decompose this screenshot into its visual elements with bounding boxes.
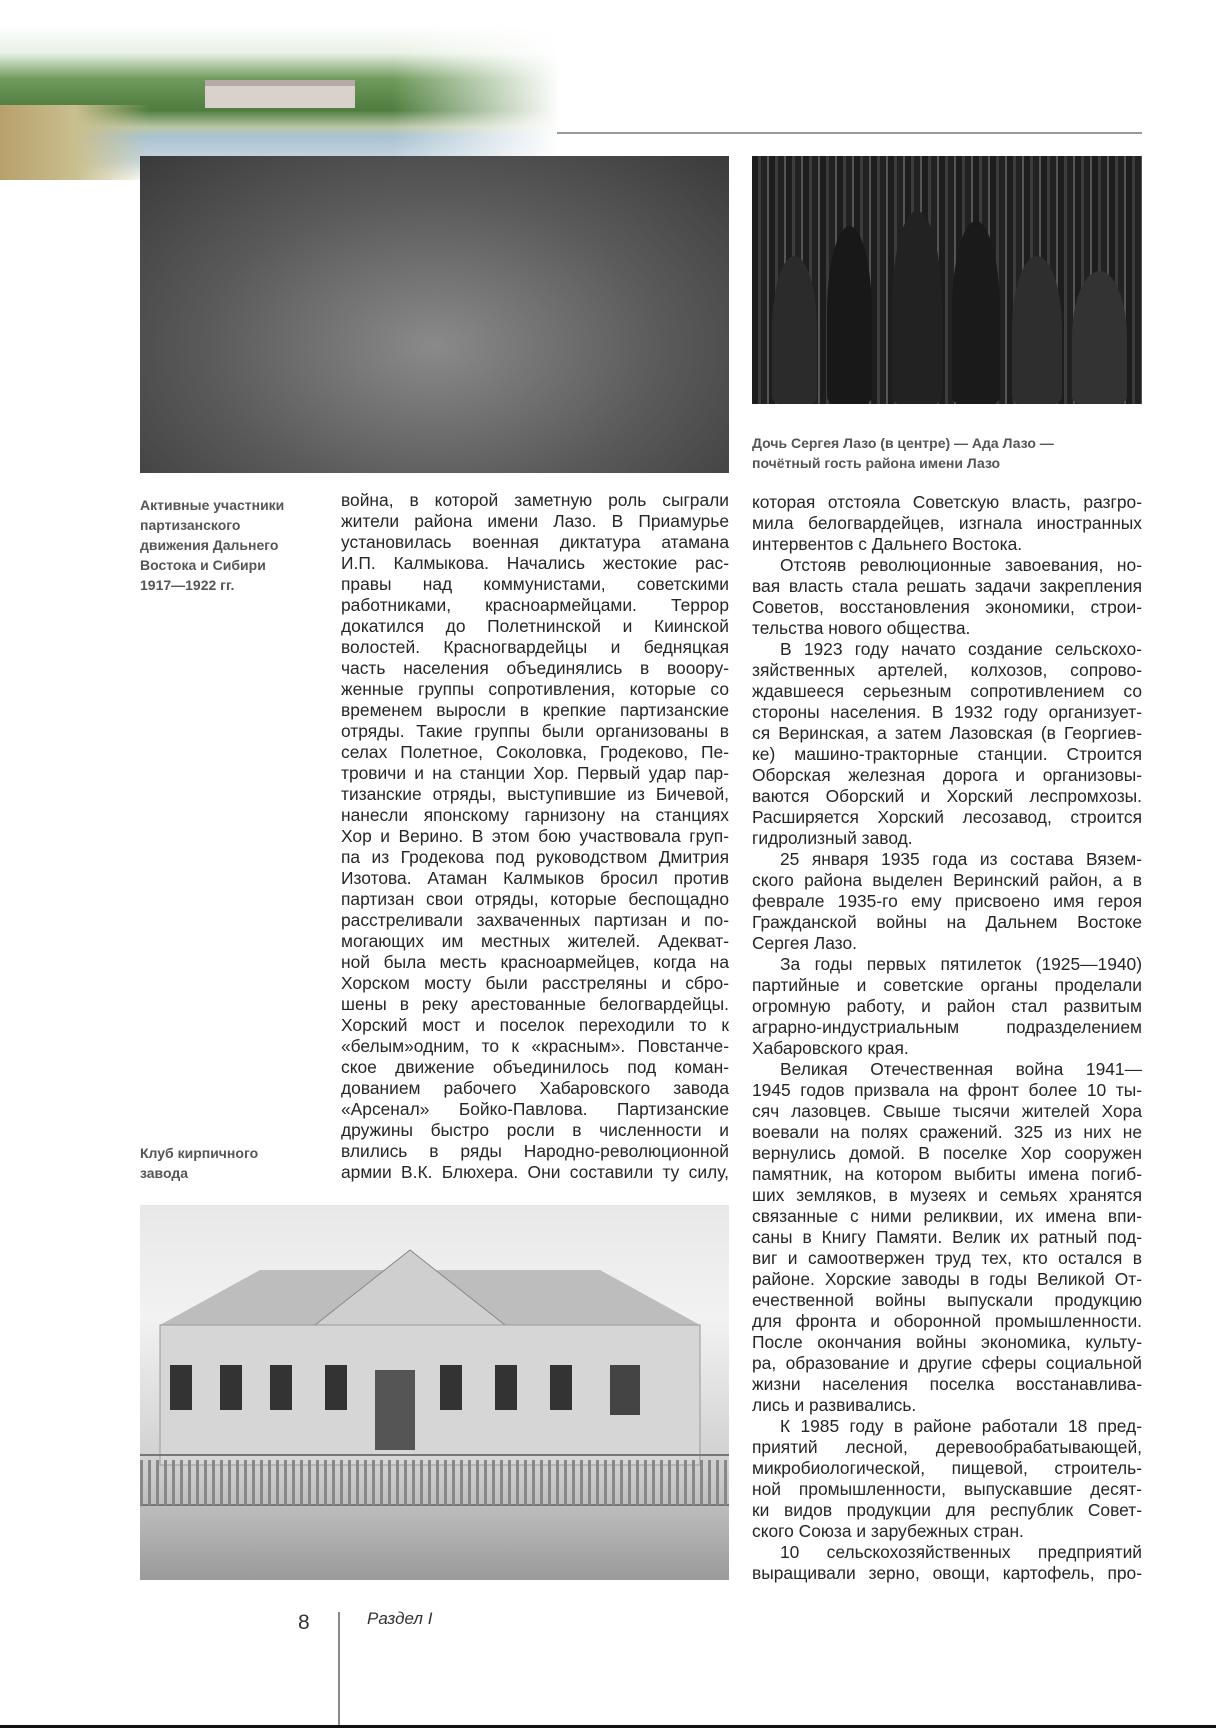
text-line: ждавшееся серьезным сопротивлением со (752, 681, 1142, 701)
text-line: временем выросли в крепкие партизанские (341, 700, 729, 720)
text-line: ной была месть красноармейцев, когда на (341, 952, 729, 972)
text-line: дованием рабочего Хабаровского завода (341, 1078, 729, 1098)
caption-line: Активные участники (140, 497, 285, 513)
header-rule (557, 132, 1142, 134)
paragraph (752, 639, 1142, 849)
person-figure (827, 226, 872, 404)
text-line: вая власть стала решать задачи закрепления (752, 576, 1142, 596)
text-line: виг и самоотвержен труд тех, кто остался в (752, 1248, 1142, 1268)
text-line: ра, образование и другие сферы социальной (752, 1353, 1142, 1373)
caption-line: Востока и Сибири (140, 557, 266, 573)
text-line: ского Союза и зарубежных стран. (752, 1521, 1024, 1541)
person-figure (1072, 271, 1127, 404)
text-line: интервентов с Дальнего Востока. (752, 534, 1023, 554)
text-line: Хорском мосту были расстреляны и сбро- (341, 973, 729, 993)
person-figure (772, 256, 817, 404)
text-line: саны в Книгу Памяти. Велик их ратный под- (752, 1227, 1142, 1247)
text-line: Сергея Лазо. (752, 933, 857, 953)
paragraph (752, 1416, 1142, 1542)
text-line: воевали на полях сражений. 325 из них не (752, 1122, 1142, 1142)
text-line: ших земляков, в музеях и семьях хранятся (752, 1185, 1142, 1205)
paragraph (752, 1542, 1142, 1584)
text-line: связанные с ними реликвии, их имена впи- (752, 1206, 1142, 1226)
text-line: 25 января 1935 года из состава Вязем- (780, 849, 1142, 869)
text-line: Хабаровского края. (752, 1038, 909, 1058)
text-line: 10 сельскохозяйственных предприятий (780, 1542, 1142, 1562)
text-line: часть населения объединялись в вооору- (341, 658, 729, 678)
text-line: правы над коммунистами, советскими (341, 574, 729, 594)
person-figure (952, 221, 1000, 404)
caption-line: завода (140, 1165, 189, 1181)
text-line: партийные и советские органы проделали (752, 975, 1142, 995)
text-line: могающих им местных жителей. Адекват- (341, 931, 729, 951)
text-line: установилась военная диктатура атамана (341, 532, 729, 552)
text-line: которая отстояла Советскую власть, разгро- (752, 492, 1142, 512)
text-line: па из Гродекова под руководством Дмитрия (341, 847, 729, 867)
text-line: ское движение объединилось под коман- (341, 1057, 729, 1077)
partisans-group-photo (140, 156, 729, 473)
text-line: районе. Хорские заводы в годы Великой От- (752, 1269, 1142, 1289)
text-line: нанесли японскому гарнизону на станциях (341, 805, 729, 825)
text-line: армии В.К. Блюхера. Они составили ту силу, (341, 1162, 729, 1182)
text-line: Советов, восстановления экономики, строи- (752, 597, 1142, 617)
club-photo-caption (140, 1143, 310, 1183)
text-line: Великая Отечественная война 1941— (780, 1059, 1142, 1079)
text-line: гидролизный завод. (752, 828, 913, 848)
text-line: волостей. Красногвардейцы и бедняцкая (341, 637, 729, 657)
paragraph (752, 555, 1142, 639)
text-line: жизни населения поселка восстанавлива- (752, 1374, 1142, 1394)
text-line: докатился до Полетнинской и Киинской (341, 616, 729, 636)
text-line: выращивали зерно, овощи, картофель, про- (752, 1563, 1142, 1583)
paragraph (341, 490, 729, 1183)
text-line: Оборская железная дорога и организовы- (752, 765, 1142, 785)
text-line: дружины быстро росли в численности и (341, 1120, 729, 1140)
text-line: тизанские отряды, выступившие из Бичевой, (341, 784, 729, 804)
section-label: Раздел I (367, 1609, 433, 1628)
text-line: аграрно-индустриальным подразделением (752, 1017, 1142, 1037)
text-line: «белым»одним, то к «красным». Повстанче- (341, 1036, 729, 1056)
paragraph (752, 849, 1142, 954)
paragraph (752, 954, 1142, 1059)
text-line: партизан свои отряды, которые беспощадно (341, 889, 729, 909)
person-figure (892, 211, 942, 404)
text-line: 1945 годов призвала на фронт более 10 ты- (752, 1080, 1142, 1100)
text-line: Изотова. Атаман Калмыков бросил против (341, 868, 729, 888)
text-line: К 1985 году в районе работали 18 пред- (780, 1416, 1142, 1436)
text-line: ся Веринская, а затем Лазовская (в Георгиев- (752, 723, 1142, 743)
text-line: памятник, на котором выбиты имена погиб- (752, 1164, 1142, 1184)
lazo-family-photo (752, 156, 1142, 404)
text-line: отряды. Такие группы были организованы в (341, 721, 729, 741)
caption-line: Клуб кирпичного (140, 1145, 259, 1161)
text-line: ки видов продукции для республик Совет- (752, 1500, 1142, 1520)
text-line: зяйственных артелей, колхозов, сопрово- (752, 660, 1142, 680)
lazo-photo-caption (752, 433, 1152, 473)
village-houses (205, 80, 355, 108)
text-column-right (752, 492, 1142, 1584)
text-line: для фронта и оборонной промышленности. (752, 1311, 1142, 1331)
text-line: Хорский мост и поселок переходили то к (341, 1015, 729, 1035)
text-line: За годы первых пятилеток (1925—1940) (780, 954, 1142, 974)
text-line: шены в реку арестованные белогвардейцы. (341, 994, 729, 1014)
text-line: И.П. Калмыкова. Начались жестокие рас- (341, 553, 729, 573)
text-line: работниками, красноармейцами. Террор (341, 595, 729, 615)
text-column-middle (341, 490, 729, 1183)
text-line: тельства нового общества. (752, 618, 971, 638)
text-line: стороны населения. В 1932 году организует- (752, 702, 1142, 722)
page-number: 8 (298, 1611, 310, 1634)
text-line: сяч лазовцев. Свыше тысячи жителей Хора (752, 1101, 1142, 1121)
text-line: Отстояв революционные завоевания, но- (780, 555, 1142, 575)
person-figure (1012, 256, 1062, 404)
text-line: влились в ряды Народно-революционной (341, 1141, 729, 1161)
caption-line: Дочь Сергея Лазо (в центре) — Ада Лазо — (752, 435, 1054, 451)
text-line: ечественной войны выпускали продукцию (752, 1290, 1142, 1310)
text-line: Хор и Верино. В этом бою участвовала груп- (341, 826, 729, 846)
club-building-drawing (140, 1205, 729, 1580)
text-line: селах Полетное, Соколовка, Гродеково, Пе- (341, 742, 729, 762)
text-line: приятий лесной, деревообрабатывающей, (752, 1437, 1142, 1457)
text-line: вернулись домой. В поселке Хор сооружен (752, 1143, 1142, 1163)
text-line: ского района выделен Веринский район, а в (752, 870, 1142, 890)
caption-line: почётный гость района имени Лазо (752, 455, 1001, 471)
footer-divider (338, 1612, 340, 1726)
text-line: Гражданской войны на Дальнем Востоке (752, 912, 1142, 932)
text-line: война, в которой заметную роль сыграли (341, 490, 729, 510)
text-line: феврале 1935-го ему присвоено имя героя (752, 891, 1142, 911)
text-line: расстреливали захваченных партизан и по- (341, 910, 729, 930)
caption-line: движения Дальнего (140, 537, 279, 553)
caption-line: 1917—1922 гг. (140, 577, 235, 593)
text-line: «Арсенал» Бойко-Павлова. Партизанские (341, 1099, 729, 1119)
text-line: ке) машино-тракторные станции. Строится (752, 744, 1142, 764)
text-line: ной промышленности, выпускавшие десят- (752, 1479, 1142, 1499)
text-line: жители района имени Лазо. В Приамурье (341, 511, 729, 531)
text-line: После окончания войны экономика, культу- (752, 1332, 1142, 1352)
text-line: ваются Оборский и Хорский леспромхозы. (752, 786, 1142, 806)
text-line: лись и развивались. (752, 1395, 917, 1415)
paragraph (752, 492, 1142, 555)
text-line: тровичи и на станции Хор. Первый удар пар- (341, 763, 729, 783)
riverbank (0, 105, 150, 180)
brick-factory-club-photo (140, 1205, 729, 1580)
paragraph (752, 1059, 1142, 1416)
text-line: В 1923 году начато создание сельскохо- (780, 639, 1142, 659)
text-line: мила белогвардейцев, изгнала иностранных (752, 513, 1142, 533)
text-line: Расширяется Хорский лесозавод, строится (752, 807, 1142, 827)
text-line: микробиологической, пищевой, строитель- (752, 1458, 1142, 1478)
partisans-photo-caption (140, 495, 310, 595)
caption-line: партизанского (140, 517, 241, 533)
text-line: женные группы сопротивления, которые со (341, 679, 729, 699)
text-line: огромную работу, и район стал развитым (752, 996, 1142, 1016)
